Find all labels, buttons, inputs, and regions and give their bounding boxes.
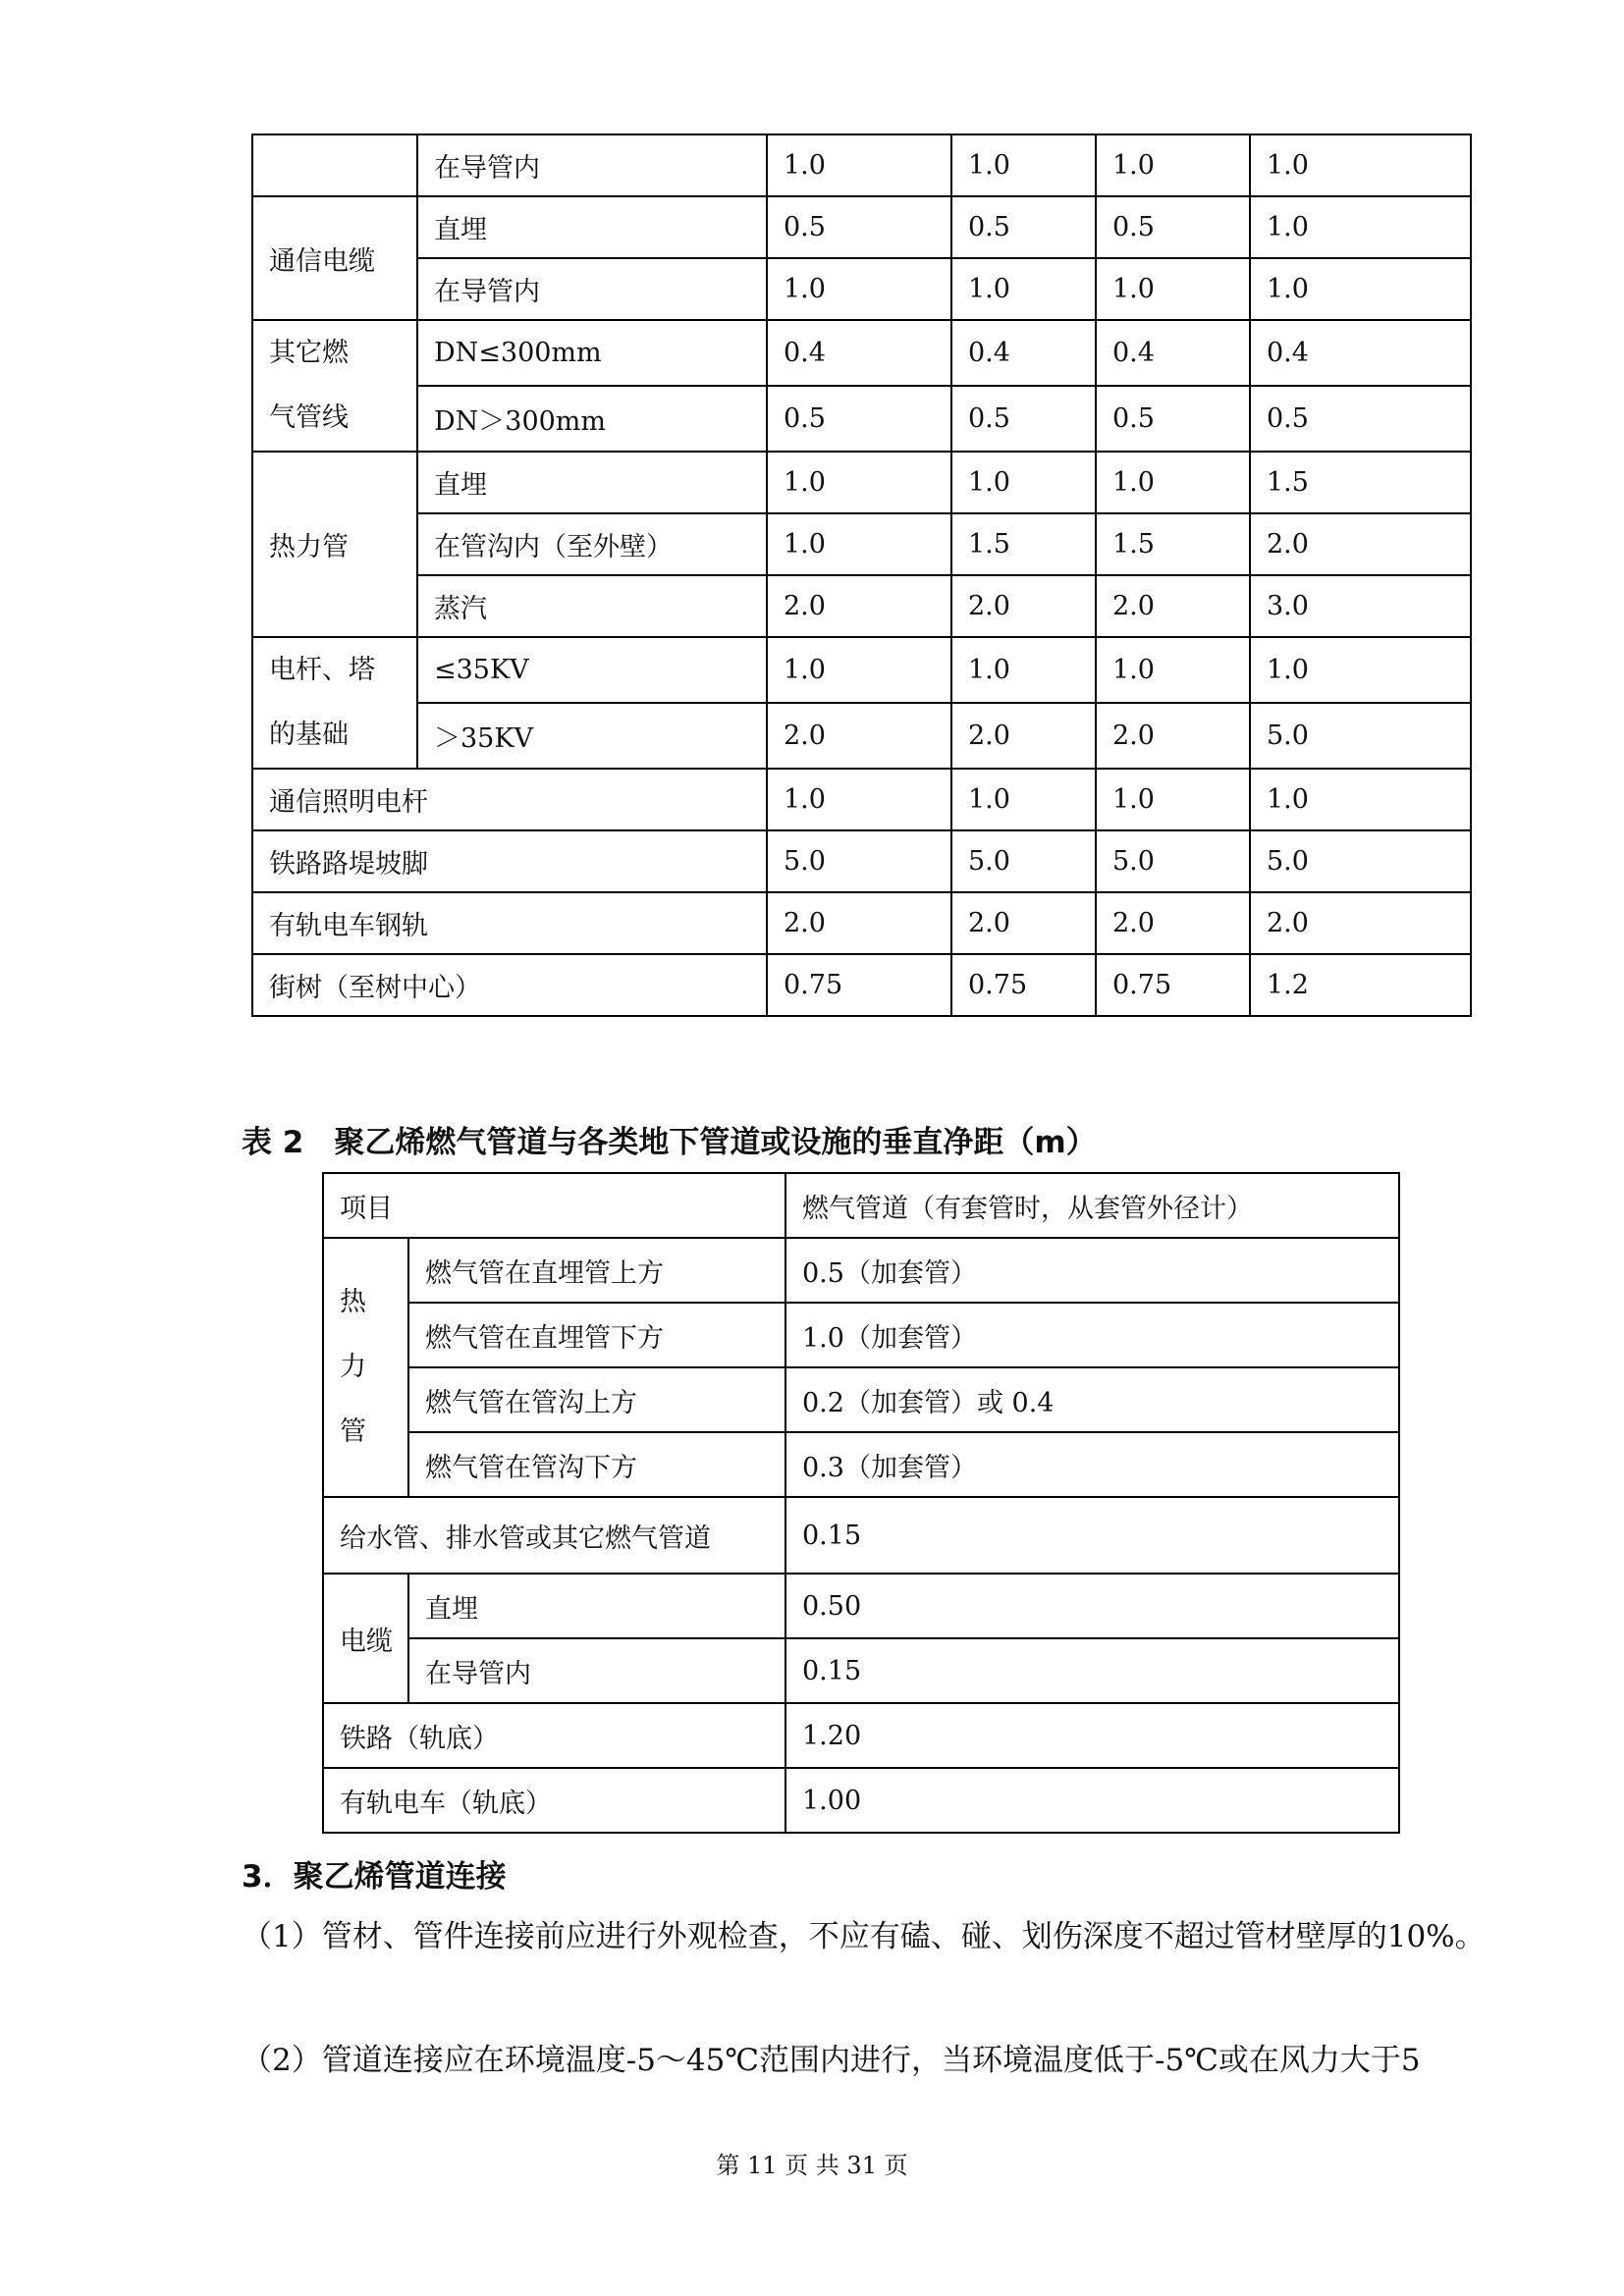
value-cell: 2.0: [951, 703, 1096, 769]
item-cell: 铁路（轨底）: [323, 1703, 785, 1768]
group-cell: 通信电缆: [252, 196, 417, 320]
group-cell: 其它燃 气管线: [252, 320, 417, 452]
value-cell: 0.50: [785, 1574, 1399, 1638]
table-row: [252, 258, 1471, 320]
value-cell: 5.0: [1250, 830, 1471, 892]
value-cell: 1.0: [1250, 258, 1471, 320]
value-cell: 0.5: [767, 386, 951, 452]
item-cell: 通信照明电杆: [252, 769, 767, 830]
paragraph: （2）管道连接应在环境温度-5～45℃范围内进行，当环境温度低于-5℃或在风力大于5: [242, 2043, 1421, 2078]
vertical-clearance-table: [322, 1172, 1400, 1834]
item-cell: 有轨电车（轨底）: [323, 1768, 785, 1833]
value-cell: 1.0: [951, 258, 1096, 320]
group-cell: 热 力 管: [323, 1238, 408, 1497]
value-cell: 1.0: [1096, 134, 1250, 196]
value-cell: 1.0: [1096, 769, 1250, 830]
value-cell: 2.0: [1250, 892, 1471, 954]
value-cell: 1.0: [951, 134, 1096, 196]
table-row: [252, 892, 1471, 954]
value-cell: 1.0: [767, 637, 951, 703]
value-cell: 1.0: [1250, 134, 1471, 196]
value-cell: 1.0: [951, 769, 1096, 830]
table-row: [323, 1432, 1399, 1497]
value-cell: 0.4: [767, 320, 951, 386]
item-cell: 蒸汽: [417, 575, 767, 637]
value-cell: 1.0: [767, 134, 951, 196]
table-row: [252, 637, 1471, 703]
value-cell: 5.0: [767, 830, 951, 892]
value-cell: 1.0: [767, 452, 951, 513]
value-cell: 1.5: [951, 513, 1096, 575]
value-cell: 0.15: [785, 1638, 1399, 1703]
value-cell: 0.5: [1096, 196, 1250, 258]
table-row: [252, 575, 1471, 637]
section-heading: 3．聚乙烯管道连接: [242, 1859, 507, 1895]
value-cell: 1.5: [1250, 452, 1471, 513]
table-row: [323, 1703, 1399, 1768]
table-row: [252, 196, 1471, 258]
value-cell: 0.3（加套管）: [785, 1432, 1399, 1497]
item-cell: 燃气管在管沟下方: [408, 1432, 785, 1497]
value-cell: 2.0: [1096, 703, 1250, 769]
item-cell: ≤35KV: [417, 637, 767, 703]
value-cell: 1.0（加套管）: [785, 1303, 1399, 1367]
value-cell: 1.0: [951, 637, 1096, 703]
item-cell: 燃气管在管沟上方: [408, 1367, 785, 1432]
value-cell: 2.0: [767, 892, 951, 954]
value-cell: 0.2（加套管）或 0.4: [785, 1367, 1399, 1432]
spacing-table-continued: [251, 133, 1472, 1017]
paragraph: （1）管材、管件连接前应进行外观检查，不应有磕、碰、划伤深度不超过管材壁厚的10%。: [242, 1919, 1486, 1954]
value-cell: 5.0: [1096, 830, 1250, 892]
value-cell: 1.0: [1096, 258, 1250, 320]
table-row: [323, 1638, 1399, 1703]
value-cell: 0.4: [1096, 320, 1250, 386]
value-cell: 1.0: [1096, 637, 1250, 703]
value-cell: 2.0: [1250, 513, 1471, 575]
table-caption: 表 2 聚乙烯燃气管道与各类地下管道或设施的垂直净距（m）: [242, 1125, 1097, 1160]
value-cell: 2.0: [767, 575, 951, 637]
item-cell: 燃气管在直埋管上方: [408, 1238, 785, 1303]
table-row: [323, 1574, 1399, 1638]
table-row: [323, 1497, 1399, 1574]
value-cell: 2.0: [951, 575, 1096, 637]
value-cell: 1.0: [767, 258, 951, 320]
page-footer: 第 11 页 共 31 页: [716, 2152, 908, 2179]
group-cell: [252, 134, 417, 196]
table-row: [252, 513, 1471, 575]
item-cell: 燃气管在直埋管下方: [408, 1303, 785, 1367]
value-cell: 0.5（加套管）: [785, 1238, 1399, 1303]
item-cell: 在管沟内（至外壁）: [417, 513, 767, 575]
table-row: [252, 386, 1471, 452]
value-cell: 0.5: [1250, 386, 1471, 452]
value-cell: 1.0: [1250, 196, 1471, 258]
item-cell: DN≤300mm: [417, 320, 767, 386]
value-cell: 1.20: [785, 1703, 1399, 1768]
item-cell: 在导管内: [408, 1638, 785, 1703]
item-cell: 在导管内: [417, 134, 767, 196]
table-row: [323, 1768, 1399, 1833]
item-cell: 直埋: [417, 452, 767, 513]
header-value-cell: 燃气管道（有套管时，从套管外径计）: [785, 1173, 1399, 1238]
table-row: [252, 320, 1471, 386]
value-cell: 2.0: [1096, 575, 1250, 637]
table-row: [252, 703, 1471, 769]
value-cell: 0.5: [1096, 386, 1250, 452]
item-cell: DN＞300mm: [417, 386, 767, 452]
item-cell: 直埋: [417, 196, 767, 258]
value-cell: 0.5: [951, 196, 1096, 258]
table-row: [323, 1303, 1399, 1367]
table-row: [252, 769, 1471, 830]
value-cell: 1.5: [1096, 513, 1250, 575]
item-cell: 在导管内: [417, 258, 767, 320]
header-item-cell: 项目: [323, 1173, 785, 1238]
value-cell: 1.0: [951, 452, 1096, 513]
item-cell: 给水管、排水管或其它燃气管道: [323, 1497, 785, 1574]
item-cell: 直埋: [408, 1574, 785, 1638]
value-cell: 0.4: [951, 320, 1096, 386]
value-cell: 3.0: [1250, 575, 1471, 637]
group-cell: 电杆、塔 的基础: [252, 637, 417, 769]
value-cell: 2.0: [951, 892, 1096, 954]
value-cell: 5.0: [1250, 703, 1471, 769]
value-cell: 0.4: [1250, 320, 1471, 386]
item-cell: 街树（至树中心）: [252, 954, 767, 1016]
item-cell: 有轨电车钢轨: [252, 892, 767, 954]
value-cell: 1.0: [767, 513, 951, 575]
table-row: [323, 1367, 1399, 1432]
value-cell: 0.75: [1096, 954, 1250, 1016]
table-row: [252, 134, 1471, 196]
value-cell: 2.0: [1096, 892, 1250, 954]
value-cell: 0.5: [951, 386, 1096, 452]
value-cell: 0.5: [767, 196, 951, 258]
value-cell: 1.00: [785, 1768, 1399, 1833]
value-cell: 2.0: [767, 703, 951, 769]
value-cell: 1.0: [1250, 769, 1471, 830]
item-cell: ＞35KV: [417, 703, 767, 769]
group-cell: 热力管: [252, 452, 417, 637]
group-cell: 电缆: [323, 1574, 408, 1703]
value-cell: 1.2: [1250, 954, 1471, 1016]
table-header-row: [323, 1173, 1399, 1238]
value-cell: 0.75: [767, 954, 951, 1016]
value-cell: 1.0: [1250, 637, 1471, 703]
item-cell: 铁路路堤坡脚: [252, 830, 767, 892]
value-cell: 1.0: [767, 769, 951, 830]
value-cell: 0.75: [951, 954, 1096, 1016]
table-row: [252, 452, 1471, 513]
value-cell: 1.0: [1096, 452, 1250, 513]
table-row: [252, 954, 1471, 1016]
value-cell: 5.0: [951, 830, 1096, 892]
value-cell: 0.15: [785, 1497, 1399, 1574]
table-row: [252, 830, 1471, 892]
table-row: [323, 1238, 1399, 1303]
